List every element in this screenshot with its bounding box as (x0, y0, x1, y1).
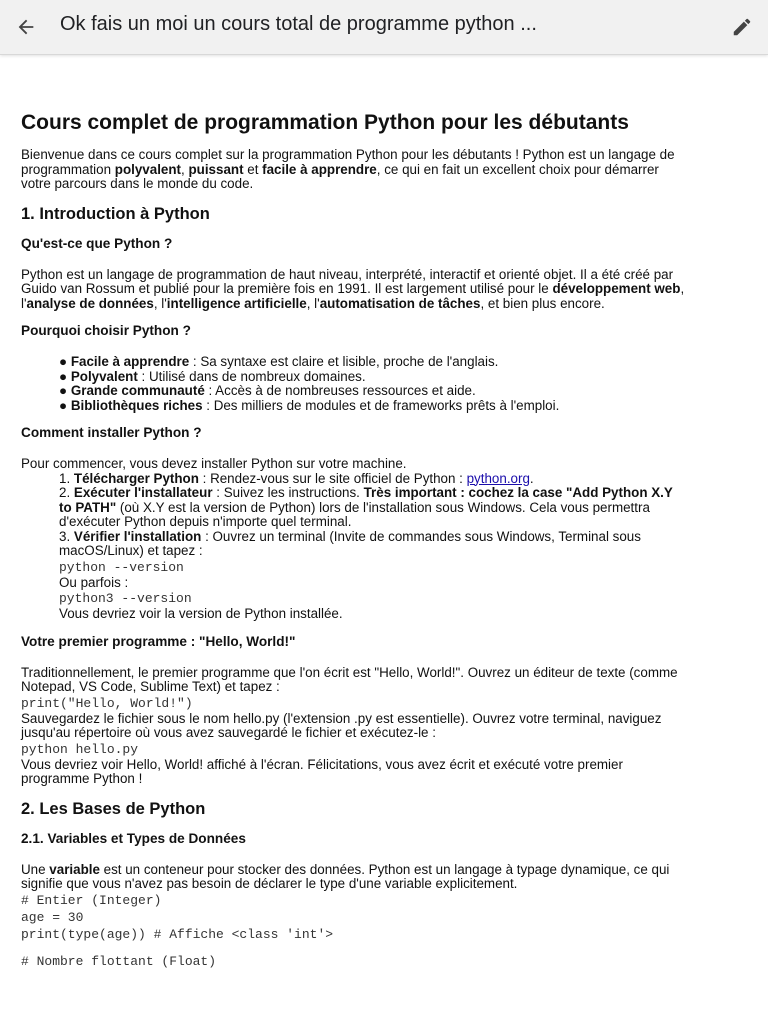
app-header (0, 0, 768, 55)
list-item (59, 384, 685, 399)
bold-text: automatisation de tâches (319, 295, 481, 311)
text: est un conteneur pour stocker des données. Python est un langage à typage dynamique, ce qui signifie que vous n'avez pas besoin de déclarer le type d'une variable explicitement. (21, 861, 670, 891)
text: , (181, 161, 189, 177)
spacer (21, 943, 685, 953)
bold-text: Polyvalent (70, 368, 138, 384)
code-line: print(type(age)) # Affiche <class 'int'> (21, 926, 334, 942)
back-button[interactable] (12, 13, 40, 41)
bold-text: intelligence artificielle (166, 295, 307, 311)
document-title: Cours complet de programmation Python pour les débutants (21, 111, 629, 134)
text: , et bien plus encore. (480, 295, 605, 311)
edit-button[interactable] (728, 13, 756, 41)
text: : Ouvrez un terminal (Invite de commandes sous Windows, Terminal sous macOS/Linux) et tapez : (59, 528, 641, 558)
arrow-left-icon (15, 16, 37, 38)
bold-text: Vérifier l'installation (73, 528, 202, 544)
install-intro: Pour commencer, vous devez installer Python sur votre machine. (21, 456, 407, 471)
text: : Sa syntaxe est claire et lisible, proche de l'anglais. (189, 354, 499, 369)
text: et (243, 161, 263, 177)
subheading-what-is-python: Qu'est-ce que Python ? (21, 235, 173, 251)
bullet-icon: ● (59, 368, 68, 384)
section-2-heading: 2. Les Bases de Python (21, 799, 206, 818)
text: , l' (306, 295, 320, 311)
code-line: # Nombre flottant (Float) (21, 953, 217, 969)
save-paragraph: Sauvegardez le fichier sous le nom hello.py (l'extension .py est essentielle). Ouvrez votre terminal, naviguez jusqu'au répertoire où vous avez sauvegardé le fichier et exécutez-le : (21, 710, 662, 740)
subheading-first-program: Votre premier programme : "Hello, World!" (21, 633, 296, 649)
list-item (59, 370, 685, 385)
bold-text: puissant (188, 161, 244, 177)
result-paragraph: Vous devriez voir Hello, World! affiché à l'écran. Félicitations, vous avez écrit et exécuté votre premier programme Python ! (21, 756, 623, 786)
code-line: # Entier (Integer) (21, 892, 162, 908)
text: , ce qui en fait un excellent choix pour démarrer votre parcours dans le monde du code. (21, 161, 659, 191)
text: Bienvenue dans ce cours complet sur la programmation Python pour les débutants ! Python est un langage de programmation (21, 147, 675, 177)
bold-text: Très important : cochez la case "Add Python X.Y to PATH" (59, 485, 673, 515)
subheading-variables: 2.1. Variables et Types de Données (21, 830, 246, 846)
bold-text: facile à apprendre (262, 161, 377, 177)
code-line: python hello.py (21, 741, 139, 757)
document-body (21, 110, 685, 970)
bullet-list (59, 355, 685, 413)
code-line: print("Hello, World!") (21, 695, 193, 711)
bullet-icon: ● (59, 354, 68, 369)
bold-text: Télécharger Python (73, 470, 199, 486)
intro-paragraph (21, 148, 685, 192)
section-1-heading: 1. Introduction à Python (21, 204, 210, 223)
python-description (21, 268, 685, 312)
text: , l' (21, 281, 685, 311)
variables-paragraph (21, 863, 685, 892)
text: . (529, 470, 534, 486)
text: : Accès à de nombreuses ressources et aide. (204, 383, 476, 398)
step-number: 2. (59, 485, 74, 500)
bold-text: Facile à apprendre (70, 354, 190, 369)
text: Python est un langage de programmation de haut niveau, interprété, interactif et orienté objet. Il a été créé par Guido van Rossum et publié pour la première fois en 1991. Il est largement utilisé pour le (21, 266, 674, 296)
text: : Des milliers de modules et de frameworks prêts à l'emploi. (202, 397, 560, 413)
text: , l' (153, 295, 167, 311)
text: : Suivez les instructions. (212, 485, 364, 500)
list-item (59, 355, 685, 370)
hello-paragraph: Traditionnellement, le premier programme que l'on écrit est "Hello, World!". Ouvrez un éditeur de texte (comme Notepad, VS Code, Sublime Text) et tapez : (21, 664, 678, 694)
bold-text: variable (49, 861, 100, 877)
bold-text: Exécuter l'installateur (73, 485, 213, 500)
python-org-link[interactable]: python.org (466, 470, 530, 486)
bullet-icon: ● (59, 383, 68, 398)
text: (où X.Y est la version de Python) lors de l'installation sous Windows. Cela vous permettra d'exécuter Python depuis n'importe quel terminal. (59, 499, 650, 529)
step-number: 3. (59, 528, 74, 544)
bold-text: Bibliothèques riches (70, 397, 203, 413)
bullet-icon: ● (59, 397, 68, 413)
code-line: python --version (59, 559, 184, 575)
bold-text: polyvalent (114, 161, 182, 177)
list-item (59, 486, 685, 530)
step-number: 1. (59, 470, 74, 486)
list-item (59, 399, 685, 414)
text-line: Vous devriez voir la version de Python installée. (59, 606, 343, 621)
code-line: age = 30 (21, 909, 84, 925)
subheading-why-python: Pourquoi choisir Python ? (21, 323, 191, 338)
pencil-icon (731, 16, 753, 38)
list-item (59, 472, 685, 487)
bold-text: développement web (552, 281, 681, 296)
conversation-title: Ok fais un moi un cours total de programme python ... (60, 13, 537, 35)
bold-text: analyse de données (26, 295, 154, 311)
text: : Rendez-vous sur le site officiel de Python : (198, 470, 467, 486)
bold-text: Grande communauté (70, 383, 205, 398)
text-line: Ou parfois : (59, 574, 129, 590)
text: Une (21, 861, 50, 877)
text: : Utilisé dans de nombreux domaines. (137, 368, 366, 384)
code-line: python3 --version (59, 591, 192, 606)
install-steps (59, 472, 685, 622)
list-item (59, 530, 685, 559)
subheading-install-python: Comment installer Python ? (21, 425, 202, 440)
